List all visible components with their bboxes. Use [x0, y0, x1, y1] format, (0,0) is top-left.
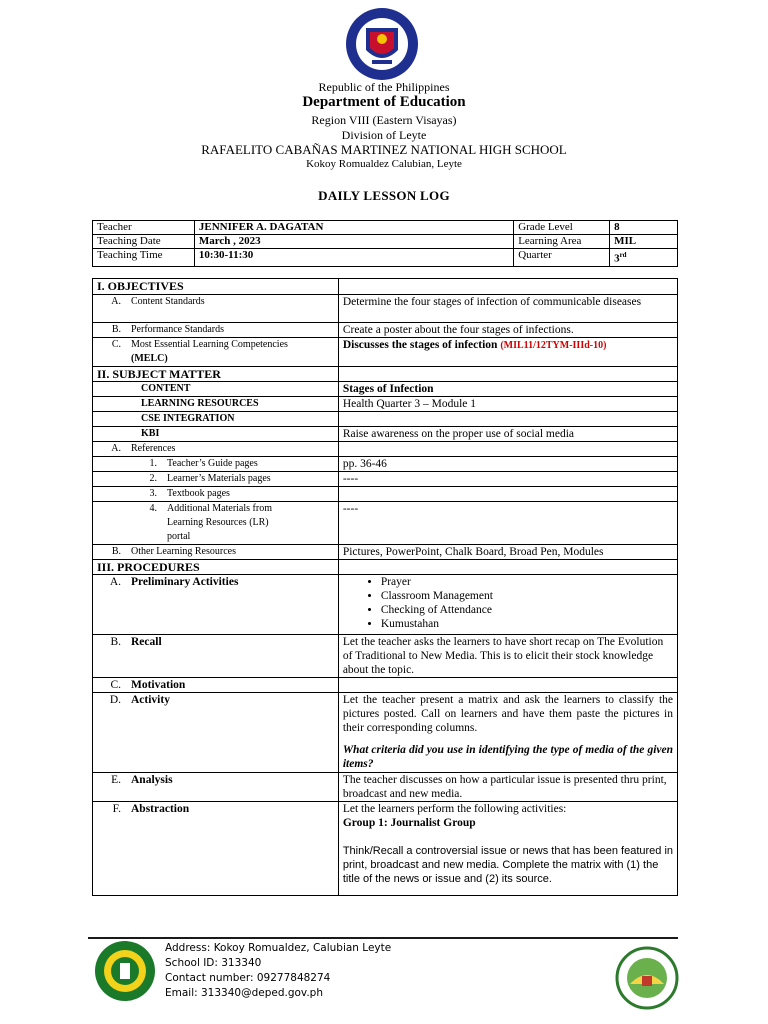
- recall-value: Let the teacher asks the learners to have short recap on The Evolution of Traditional to New Media. This is to elicit their stock knowledge about the topic.: [338, 635, 677, 678]
- footer-email: Email: 313340@deped.gov.ph: [165, 987, 323, 999]
- activity-value: Let the teacher present a matrix and ask the learners to classify the pictures posted. Call on learners and have them paste the pictures in their corresponding columns. What criteria did you use in identifying the type of media of the given items?: [338, 693, 677, 773]
- content-value: Stages of Infection: [338, 382, 677, 397]
- school-name: RAFAELITO CABAÑAS MARTINEZ NATIONAL HIGH SCHOOL: [201, 142, 567, 157]
- footer-address: Address: Kokoy Romualdez, Calubian Leyte: [165, 942, 392, 954]
- melc-label: C. Most Essential Learning Competencies (MELC): [93, 338, 339, 367]
- kbi-value: Raise awareness on the proper use of social media: [338, 427, 677, 442]
- group-title: Group 1: Journalist Group: [342, 817, 476, 829]
- analysis-label: E. Analysis: [93, 773, 339, 802]
- footer-contact: [165, 941, 391, 1001]
- learning-resources-label: LEARNING RESOURCES: [93, 397, 339, 412]
- time-label: Teaching Time: [93, 249, 195, 267]
- references-label: A. References: [93, 442, 339, 457]
- preliminary-activities-label: A. Preliminary Activities: [93, 575, 339, 635]
- list-item: • Kumustahan: [381, 617, 673, 631]
- date-value: March , 2023: [194, 235, 513, 249]
- teacher-value: JENNIFER A. DAGATAN: [194, 221, 513, 235]
- teacher-label: Teacher: [93, 221, 195, 235]
- recall-label: B. Recall: [93, 635, 339, 678]
- procedures-heading: III. PROCEDURES: [93, 560, 339, 575]
- area-value: MIL: [610, 235, 678, 249]
- time-value: 10:30-11:30: [194, 249, 513, 267]
- list-item: • Classroom Management: [381, 589, 673, 603]
- learning-resources-value: Health Quarter 3 – Module 1: [338, 397, 677, 412]
- activity-label: D. Activity: [93, 693, 339, 773]
- department-name: Department of Education: [302, 94, 466, 110]
- additional-materials-label: 4. Additional Materials from Learning Resources (LR) portal: [93, 502, 339, 545]
- area-label: Learning Area: [514, 235, 610, 249]
- teachers-guide-value: pp. 36-46: [338, 457, 677, 472]
- lesson-table: [92, 278, 678, 896]
- footer-contact-number: Contact number: 09277848274: [165, 972, 331, 984]
- region-line: Region VIII (Eastern Visayas): [311, 113, 457, 127]
- footer-divider: [88, 937, 678, 939]
- quarter-label: Quarter: [514, 249, 610, 267]
- quarter-value: 3rd: [610, 249, 678, 267]
- activity-question: What criteria did you use in identifying the type of media of the given items?: [342, 744, 673, 770]
- preliminary-activities-list: [338, 575, 677, 635]
- objectives-heading: I. OBJECTIVES: [93, 279, 339, 295]
- grade-label: Grade Level: [514, 221, 610, 235]
- abstraction-value: Let the learners perform the following activities: Group 1: Journalist Group Think/Recall a controversial issue or news that has been featured in print, broadcast and new media. Complete the matrix with (1) the title of the news or issue and (2) its source.: [338, 802, 677, 896]
- content-standards-label: A. Content Standards: [93, 295, 339, 323]
- teachers-guide-label: 1. Teacher’s Guide pages: [93, 457, 339, 472]
- learners-materials-label: 2. Learner’s Materials pages: [93, 472, 339, 487]
- date-label: Teaching Date: [93, 235, 195, 249]
- textbook-pages-label: 3. Textbook pages: [93, 487, 339, 502]
- kbi-label: KBI: [93, 427, 339, 442]
- content-label: CONTENT: [93, 382, 339, 397]
- division-line: Division of Leyte: [341, 128, 427, 142]
- motivation-label: C. Motivation: [93, 678, 339, 693]
- abstraction-label: F. Abstraction: [93, 802, 339, 896]
- page-title: DAILY LESSON LOG: [318, 188, 450, 203]
- other-resources-value: Pictures, PowerPoint, Chalk Board, Broad Pen, Modules: [338, 545, 677, 560]
- learners-materials-value: ----: [338, 472, 677, 487]
- school-address: Kokoy Romualdez Calubian, Leyte: [306, 158, 462, 170]
- melc-value: Discusses the stages of infection (MIL11/12TYM-IIId-10): [338, 338, 677, 367]
- deped-seal-logo: [336, 6, 428, 82]
- republic-line: Republic of the Philippines: [318, 80, 450, 94]
- performance-standards-label: B. Performance Standards: [93, 323, 339, 338]
- grade-value: 8: [610, 221, 678, 235]
- additional-materials-value: ----: [338, 502, 677, 545]
- performance-standards-value: Create a poster about the four stages of infections.: [338, 323, 677, 338]
- info-table: [92, 220, 678, 267]
- content-standards-value: Determine the four stages of infection of communicable diseases: [338, 295, 677, 323]
- footer-school-id: School ID: 313340: [165, 957, 262, 969]
- other-resources-label: B. Other Learning Resources: [93, 545, 339, 560]
- analysis-value: The teacher discusses on how a particular issue is presented thru print, broadcast and new media.: [338, 773, 677, 802]
- school-logo: [92, 940, 158, 1002]
- subject-matter-heading: II. SUBJECT MATTER: [93, 367, 339, 382]
- division-logo: [612, 946, 682, 1010]
- list-item: • Prayer: [381, 575, 673, 589]
- cse-integration-label: CSE INTEGRATION: [93, 412, 339, 427]
- list-item: • Checking of Attendance: [381, 603, 673, 617]
